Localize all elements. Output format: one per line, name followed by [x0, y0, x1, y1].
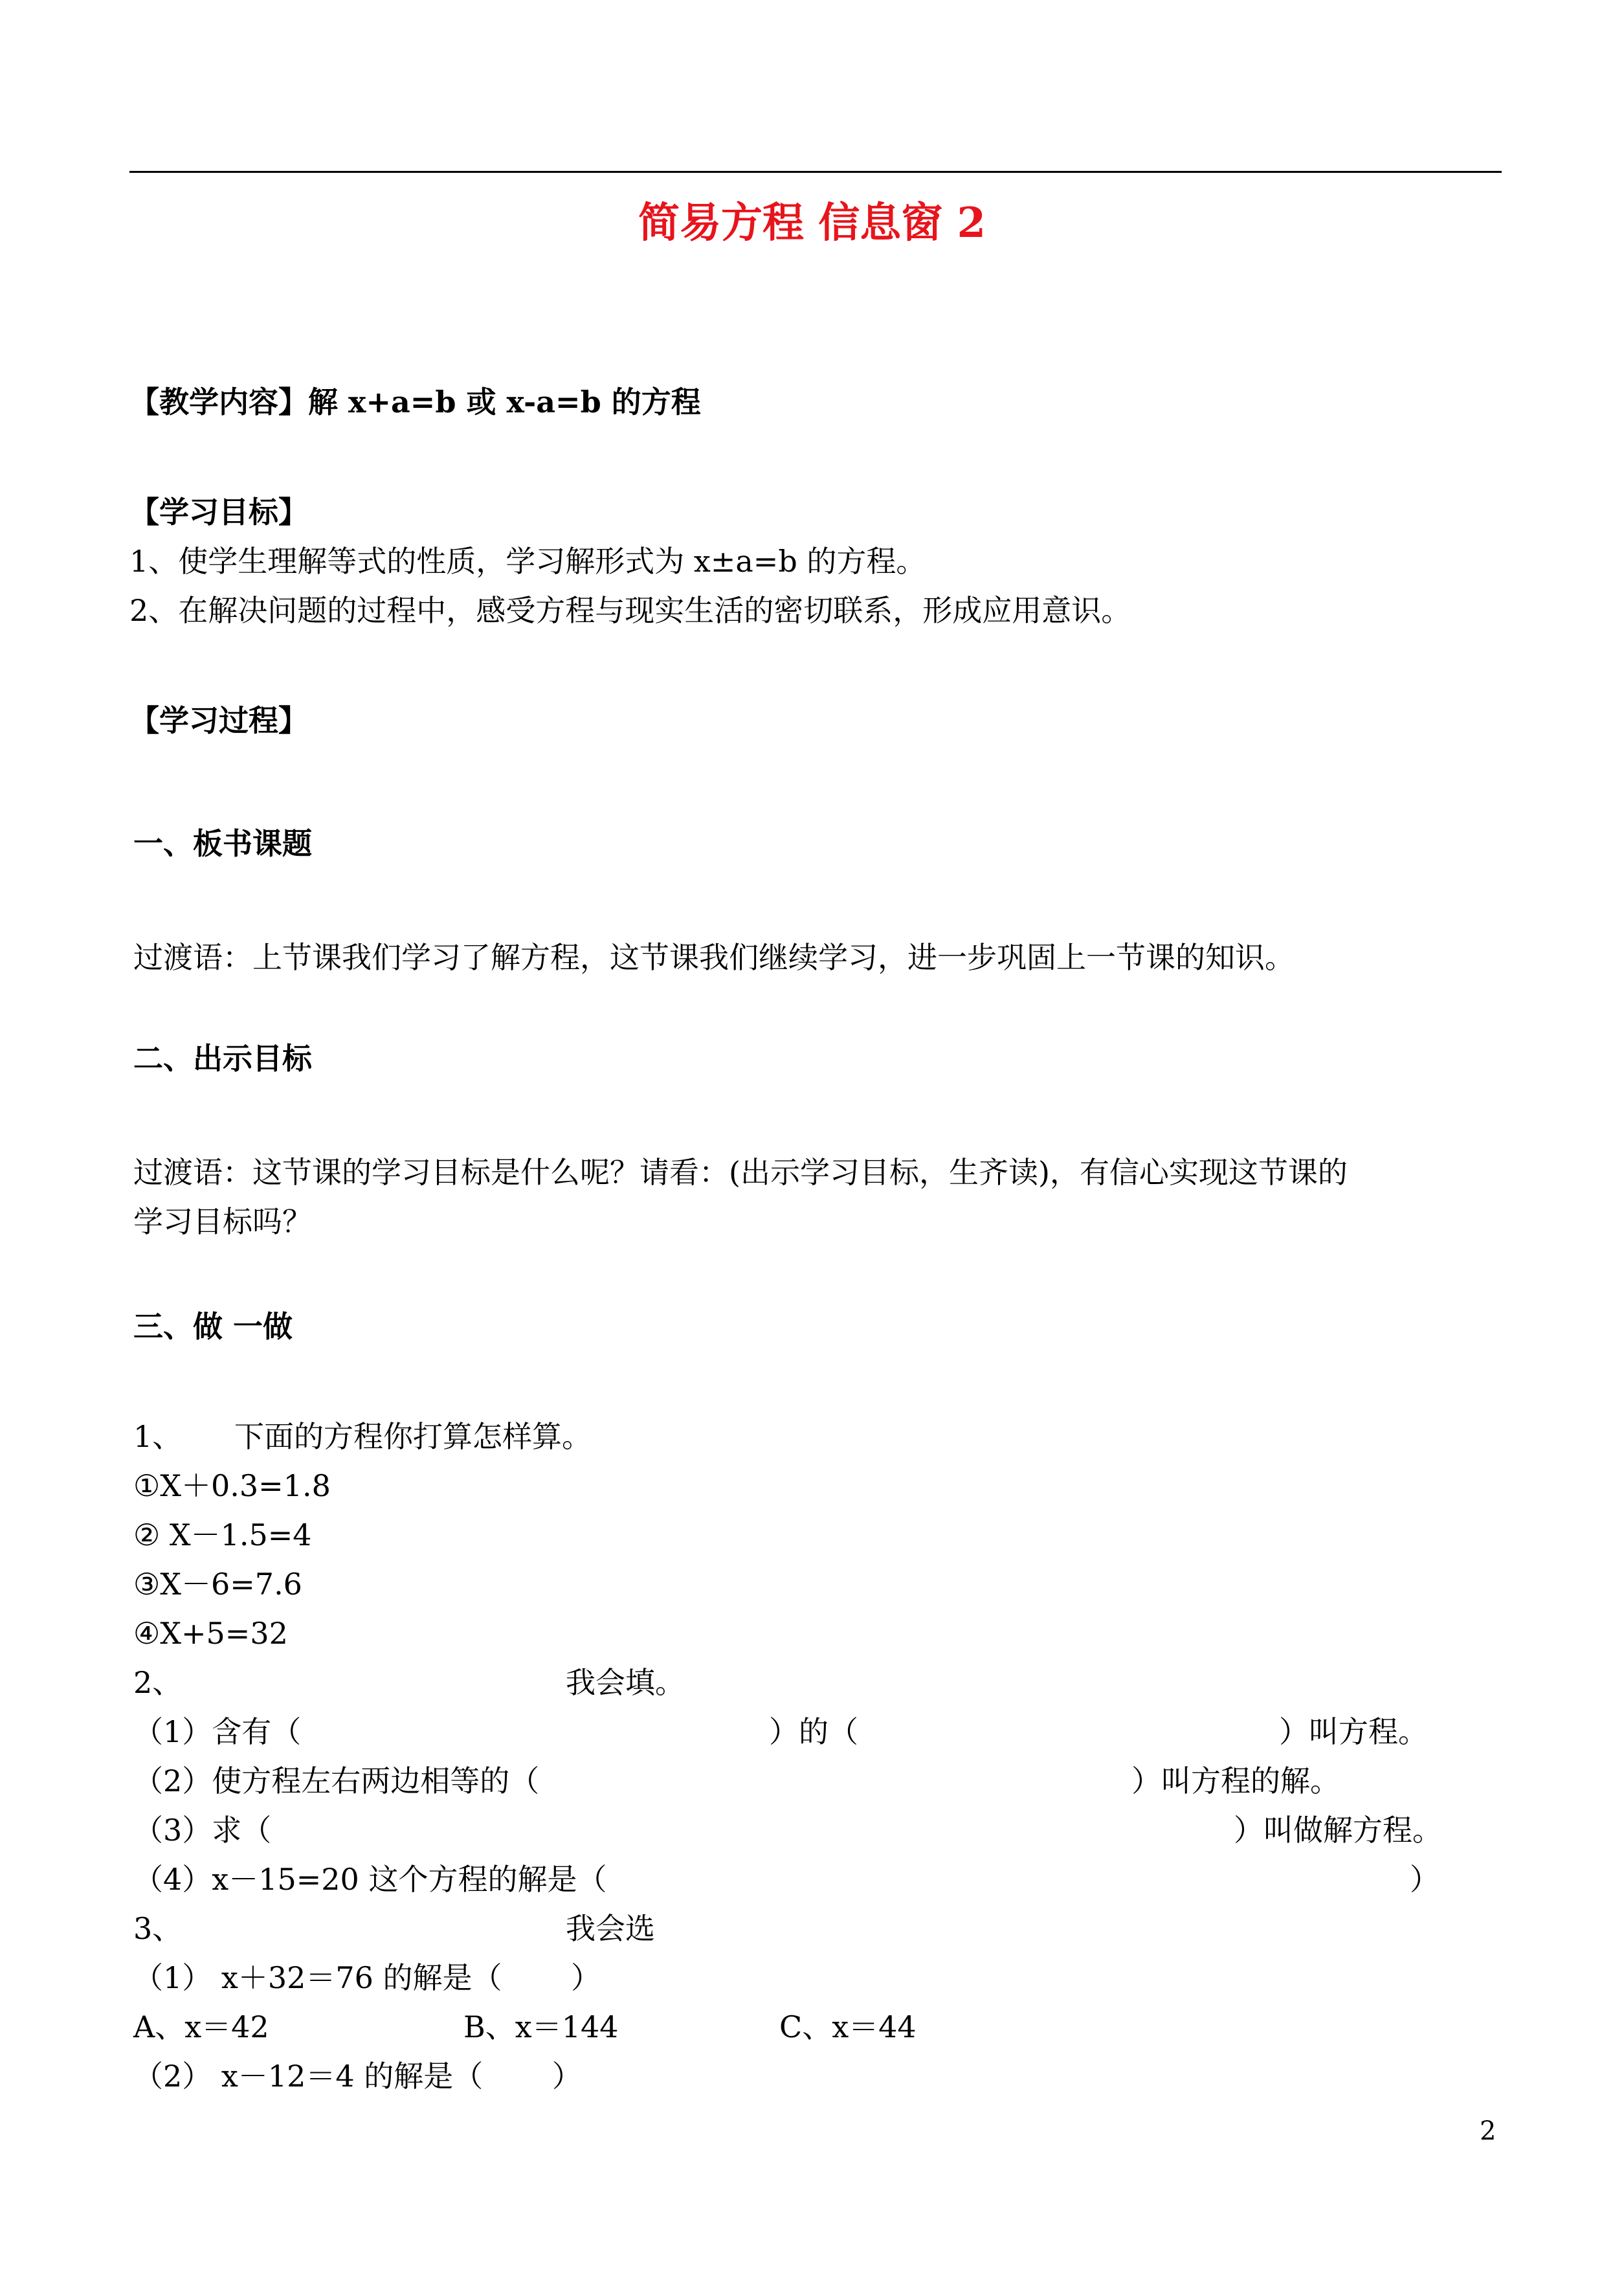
section-text: 过渡语：上节课我们学习了解方程，这节课我们继续学习，进一步巩固上一节课的知识。 [133, 940, 1295, 975]
section-heading: 二、出示目标 [133, 1041, 312, 1076]
question-number: 2、 [133, 1665, 183, 1700]
teaching-content [129, 382, 701, 422]
equation-item: ①X＋0.3=1.8 [133, 1468, 331, 1503]
fill-suffix: ）叫方程的解。 [1131, 1763, 1340, 1798]
choice-option: A、x＝42 [133, 2009, 269, 2044]
objectives-heading: 【学习目标】 [129, 495, 308, 530]
choice-option: C、x＝44 [779, 2009, 917, 2044]
fill-mid: ）的（ [769, 1714, 858, 1749]
fill-suffix: ）叫方程。 [1279, 1714, 1428, 1749]
teaching-content-label: 【教学内容】 [129, 385, 308, 419]
fill-suffix: ） [1410, 1862, 1440, 1897]
fill-prefix: （4）x－15=20 这个方程的解是（ [133, 1862, 607, 1897]
fill-prefix: （2）使方程左右两边相等的（ [133, 1763, 540, 1798]
choice-option: B、x＝144 [463, 2009, 619, 2044]
objective-item: 1、使学生理解等式的性质，学习解形式为 x±a=b 的方程。 [129, 544, 926, 579]
fill-suffix: ）叫做解方程。 [1234, 1813, 1442, 1848]
question-text: 我会填。 [566, 1665, 685, 1700]
equation-item: ② X－1.5=4 [133, 1517, 312, 1552]
question-text: 下面的方程你打算怎样算。 [234, 1419, 592, 1454]
fill-prefix: （3）求（ [133, 1813, 272, 1848]
question-number: 3、 [133, 1911, 183, 1946]
process-heading: 【学习过程】 [129, 703, 308, 738]
section-heading: 一、板书课题 [133, 826, 312, 861]
equation-item: ④X+5=32 [133, 1616, 288, 1651]
choice-question: （1） x＋32＝76 的解是（ ） [133, 1960, 601, 1995]
objective-item: 2、在解决问题的过程中，感受方程与现实生活的密切联系，形成应用意识。 [129, 593, 1131, 628]
question-text: 我会选 [566, 1911, 655, 1946]
section-heading: 三、做 一做 [133, 1309, 293, 1344]
header-rule [129, 171, 1502, 173]
teaching-content-text: 解 x+a=b 或 x-a=b 的方程 [308, 385, 701, 419]
fill-prefix: （1）含有（ [133, 1714, 302, 1749]
section-text: 过渡语：这节课的学习目标是什么呢？请看：(出示学习目标，生齐读)，有信心实现这节课的 [133, 1155, 1348, 1190]
section-text: 学习目标吗？ [133, 1204, 312, 1239]
question-number: 1、 [133, 1419, 183, 1454]
choice-question: （2） x－12＝4 的解是（ ） [133, 2059, 582, 2094]
page-title: 简易方程 信息窗 2 [638, 199, 986, 247]
equation-item: ③X－6=7.6 [133, 1567, 302, 1602]
page-number: 2 [1480, 2116, 1496, 2146]
